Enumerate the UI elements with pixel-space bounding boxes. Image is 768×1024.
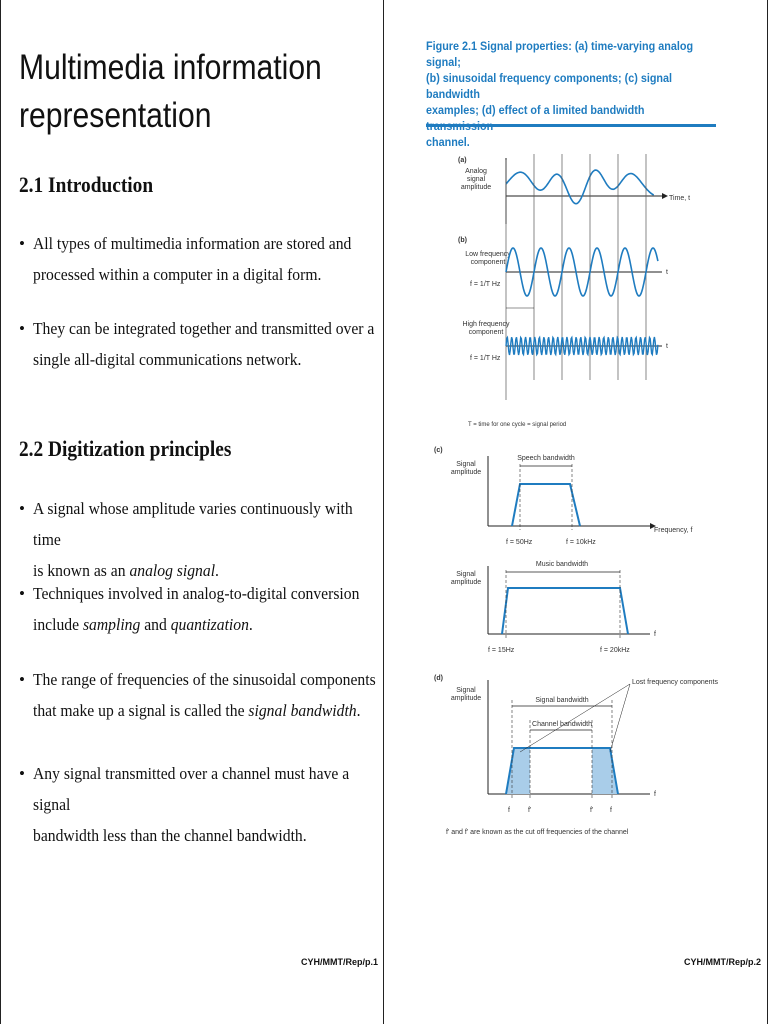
cutoff-note: f' and f' are known as the cut off frequencies of the channel [446,829,629,836]
music-bandwidth-label: Music bandwidth [535,561,589,568]
bullet-item [19,313,375,375]
bullet-text: . [215,561,219,580]
caption-line: Figure 2.1 Signal properties: (a) time-varying analog signal; [426,39,694,69]
emphasis-analog-signal: analog signal [129,561,216,580]
bullet-dot: • [19,764,25,783]
bullet-text: . [248,615,253,634]
cutoff-label: f = 50Hz [506,539,533,546]
title-line-1: Multimedia information [19,48,322,87]
section-heading-digitization: 2.2 Digitization principles [19,436,232,461]
page-title [19,44,363,140]
channel-bandwidth-label: Channel bandwidth [532,721,592,728]
cutoff-label: f [610,807,612,814]
bullet-text: . [356,701,361,720]
emphasis-quantization: quantization [170,615,249,634]
figure-caption [426,38,696,150]
axis-label: Signal [456,571,476,578]
cutoff-label: f = 10kHz [566,539,596,546]
axis-label-f: f [654,791,656,798]
bullet-item [19,578,371,640]
bullet-text: and [140,615,171,634]
section-heading-introduction: 2.1 Introduction [19,172,154,197]
high-frequency-curve [506,337,658,355]
caption-line: channel. [426,135,470,149]
axis-label: amplitude [450,579,482,586]
axis-label: Analog [465,168,487,175]
period-note: T = time for one cycle = signal period [468,422,567,428]
bullet-item [19,664,376,726]
cutoff-label: f = 15Hz [488,647,515,654]
bullet-text: All types of multimedia information are stored and [33,234,352,253]
panel-a-label: (a) [458,157,467,164]
bullet-text: Techniques involved in analog-to-digital conversion [33,584,360,603]
axis-label: Signal [456,687,476,694]
axis-label-f: f [654,631,656,638]
bullet-text: processed within a computer in a digital form. [33,265,322,284]
panel-b [458,237,668,428]
panel-d [434,675,718,836]
caption-line: (b) sinusoidal frequency components; (c) signal bandwidth [426,71,673,101]
axis-label-time: Time, t [669,195,691,202]
signal-properties-figure [384,140,768,1000]
bullet-text: single all-digital communications network. [33,350,302,369]
cutoff-label: f' [528,807,532,814]
bullet-dot: • [19,499,25,518]
bullet-text: bandwidth less than the channel bandwidth. [33,826,307,845]
axis-label: amplitude [460,184,492,191]
bullet-text: Any signal transmitted over a channel must have a signal [33,764,350,814]
caption-rule [426,124,716,127]
period-gridlines [506,154,646,400]
bullet-dot: • [19,584,25,603]
bullet-item [19,493,371,586]
emphasis-sampling: sampling [82,615,141,634]
axis-label: amplitude [450,469,482,476]
axis-label-frequency: Frequency, f [654,527,693,534]
low-frequency-label: component [470,259,506,266]
low-frequency-formula: f = 1/T Hz [470,281,501,288]
signal-bandwidth-label: Signal bandwidth [535,697,589,704]
bullet-item [19,228,371,290]
slide-page-2 [384,0,768,1024]
axis-label: amplitude [450,695,482,702]
speech-bandwidth-label: Speech bandwidth [517,455,575,462]
panel-c [434,447,692,654]
high-frequency-label: component [468,329,504,336]
title-line-2: representation [19,96,212,135]
cutoff-label: f' [590,807,594,814]
high-frequency-label: High frequency [462,321,510,328]
axis-label-t: t [666,269,668,276]
bullet-text: include [33,615,83,634]
cutoff-label: f [508,807,510,814]
panel-b-label: (b) [458,237,467,244]
axis-label: signal [466,176,486,183]
bullet-text: A signal whose amplitude varies continuously with time [33,499,353,549]
bullet-text: The range of frequencies of the sinusoidal components [33,670,376,689]
lost-components-label: Lost frequency components [632,679,718,686]
page-footer: CYH/MMT/Rep/p.2 [684,957,762,967]
panel-a [458,157,690,224]
bullet-text: that make up a signal is called the [33,701,249,720]
caption-line: examples; (d) effect of a limited bandwidth [426,103,645,117]
bullet-text: They can be integrated together and transmitted over a [33,319,375,338]
cutoff-label: f = 20kHz [600,647,630,654]
high-frequency-formula: f = 1/T Hz [470,355,501,362]
emphasis-signal-bandwidth: signal bandwidth [248,701,357,720]
page-footer: CYH/MMT/Rep/p.1 [301,957,379,967]
bullet-dot: • [19,234,25,253]
panel-d-label: (d) [434,675,443,682]
bullet-text: is known as an [33,561,130,580]
bullet-item [19,758,371,851]
panel-c-label: (c) [434,447,443,454]
axis-label: Signal [456,461,476,468]
analog-signal-curve [506,170,654,204]
axis-label-t: t [666,343,668,350]
bullet-dot: • [19,319,25,338]
bullet-dot: • [19,670,25,689]
low-frequency-label: Low frequency [465,251,511,258]
